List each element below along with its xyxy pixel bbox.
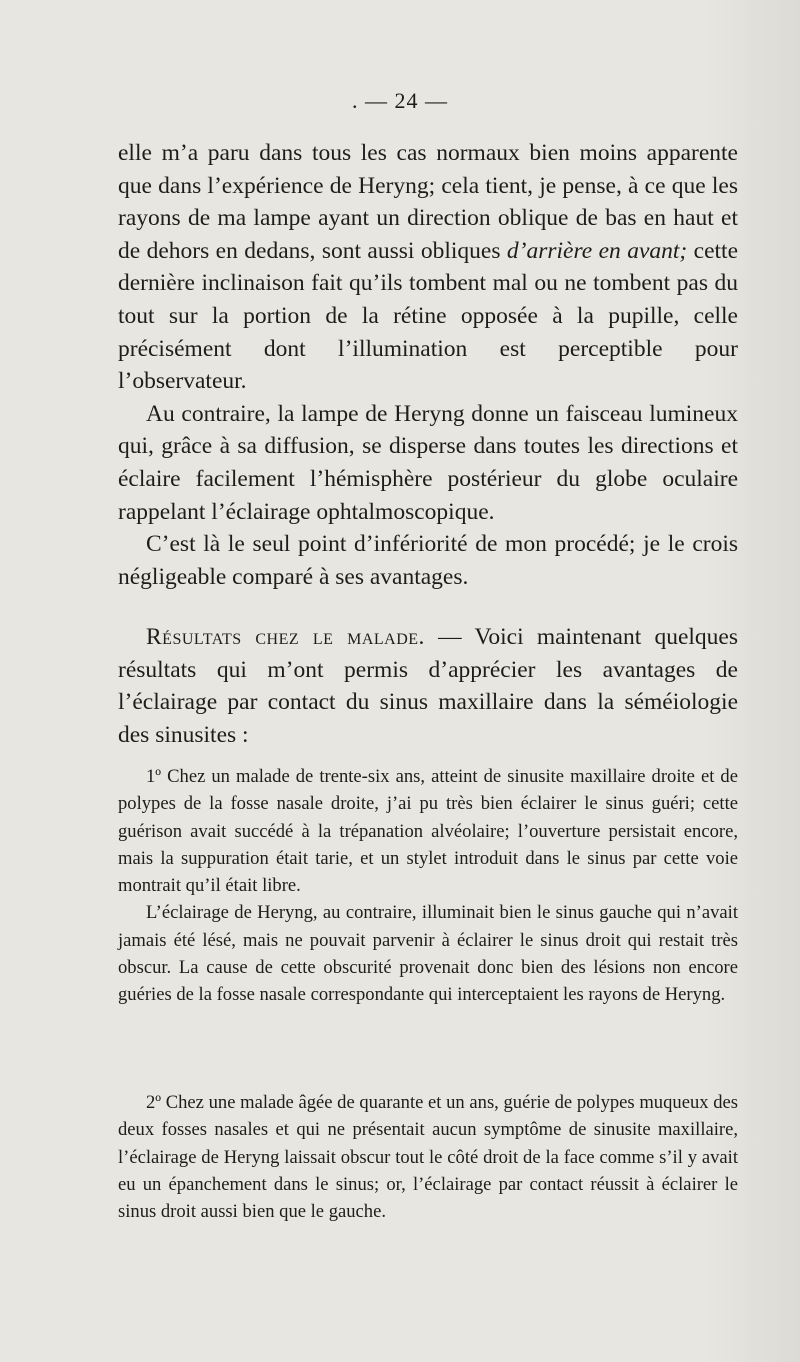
case-1-paragraph-2: L’éclairage de Heryng, au contraire, illuminait bien le sinus gauche qui n’avait jamais été lésé, mais ne pouvait parvenir à éclairer le sinus droit qui restait très obscur. La cause de cette obscurité provenait donc bien des lésions non encore guéries de la fosse nasale correspondante qui interceptaient les rayons de Heryng.	[118, 902, 738, 1006]
intro-section	[118, 137, 738, 593]
results-paragraph	[118, 621, 738, 751]
paragraph-text: cette dernière inclinaison fait qu’ils tombent mal ou ne tombent pas du tout sur la portion de la rétine opposée à la pupille, celle précisément dont l’illumination est perceptible pour l’observateur.	[118, 237, 739, 395]
paragraph-continuation	[118, 137, 738, 398]
italic-phrase: d’arrière en avant;	[506, 237, 688, 264]
results-section	[118, 621, 738, 751]
paragraph-inferiority: C’est là le seul point d’infériorité de mon procédé; je le crois négligeable comparé à ses avantages.	[118, 531, 738, 590]
section-heading: Résultats chez le malade.	[146, 624, 425, 650]
paragraph-text: — Voici maintenant quelques résultats qui m’ont permis d’apprécier les avantages de l’éclairage par contact du sinus maxillaire dans la séméiologie des sinusites :	[118, 624, 738, 748]
page-number: . — 24 —	[352, 88, 448, 113]
case-1	[118, 763, 738, 1009]
case-2	[118, 1089, 738, 1225]
paragraph-text: elle m’a paru dans tous les cas normaux bien moins apparente que dans l’expérience de Heryng; cela tient, je pense, à ce que les rayons de ma lampe ayant un direction oblique de bas en haut et de dehors en dedans, sont aussi obliques	[118, 140, 738, 264]
case-2-paragraph-1: 2º Chez une malade âgée de quarante et un ans, guérie de polypes muqueux des deux fosses nasales et qui ne présentait aucun symptôme de sinusite maxillaire, l’éclairage de Heryng laissait obscur tout le côté droit de la face comme s’il y avait eu un épanchement dans le sinus; or, l’éclairage par contact réussit à éclairer le sinus droit aussi bien que le gauche.	[118, 1092, 738, 1223]
case-1-paragraph-1: 1º Chez un malade de trente-six ans, atteint de sinusite maxillaire droite et de polypes de la fosse nasale droite, j’ai pu très bien éclairer le sinus guéri; cette guérison avait succédé à la trépanation alvéolaire; l’ouverture persistait encore, mais la suppuration était tarie, et un stylet introduit dans le sinus par cette voie montrait qu’il était libre.	[118, 766, 738, 897]
paragraph-heryng-lamp: Au contraire, la lampe de Heryng donne un faisceau lumineux qui, grâce à sa diffusion, se disperse dans toutes les directions et éclaire facilement l’hémisphère postérieur du globe oculaire rappelant l’éclairage ophtalmoscopique.	[118, 400, 738, 525]
